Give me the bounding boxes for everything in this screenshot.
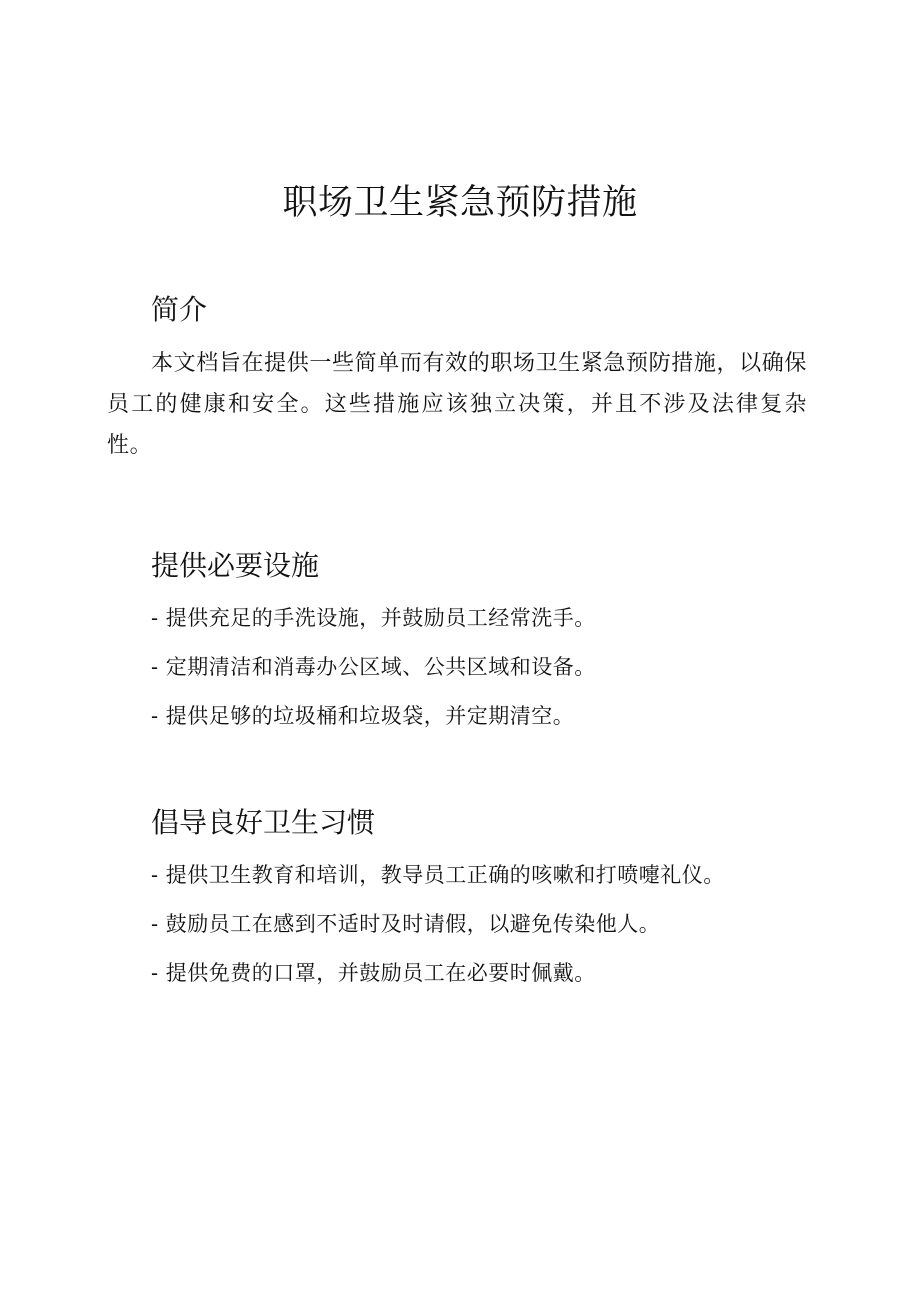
section-heading-habits: 倡导良好卫生习惯 [151, 806, 376, 839]
list-item: - 鼓励员工在感到不适时及时请假，以避免传染他人。 [151, 912, 661, 936]
list-item: - 定期清洁和消毒办公区域、公共区域和设备。 [151, 655, 596, 679]
list-item: - 提供足够的垃圾桶和垃圾袋，并定期清空。 [151, 704, 575, 728]
habits-list [151, 860, 725, 1007]
facilities-list [151, 603, 596, 750]
intro-paragraph: 本文档旨在提供一些简单而有效的职场卫生紧急预防措施，以确保员工的健康和安全。这些措施应该独立决策，并且不涉及法律复杂性。 [107, 351, 807, 458]
document-title: 职场卫生紧急预防措施 [282, 183, 638, 223]
list-item: - 提供免费的口罩，并鼓励员工在必要时佩戴。 [151, 961, 596, 985]
section-heading-facilities: 提供必要设施 [151, 549, 320, 582]
list-item: - 提供卫生教育和培训，教导员工正确的咳嗽和打喷嚏礼仪。 [151, 863, 725, 887]
section-heading-intro: 简介 [151, 293, 208, 326]
list-item: - 提供充足的手洗设施，并鼓励员工经常洗手。 [151, 606, 596, 630]
